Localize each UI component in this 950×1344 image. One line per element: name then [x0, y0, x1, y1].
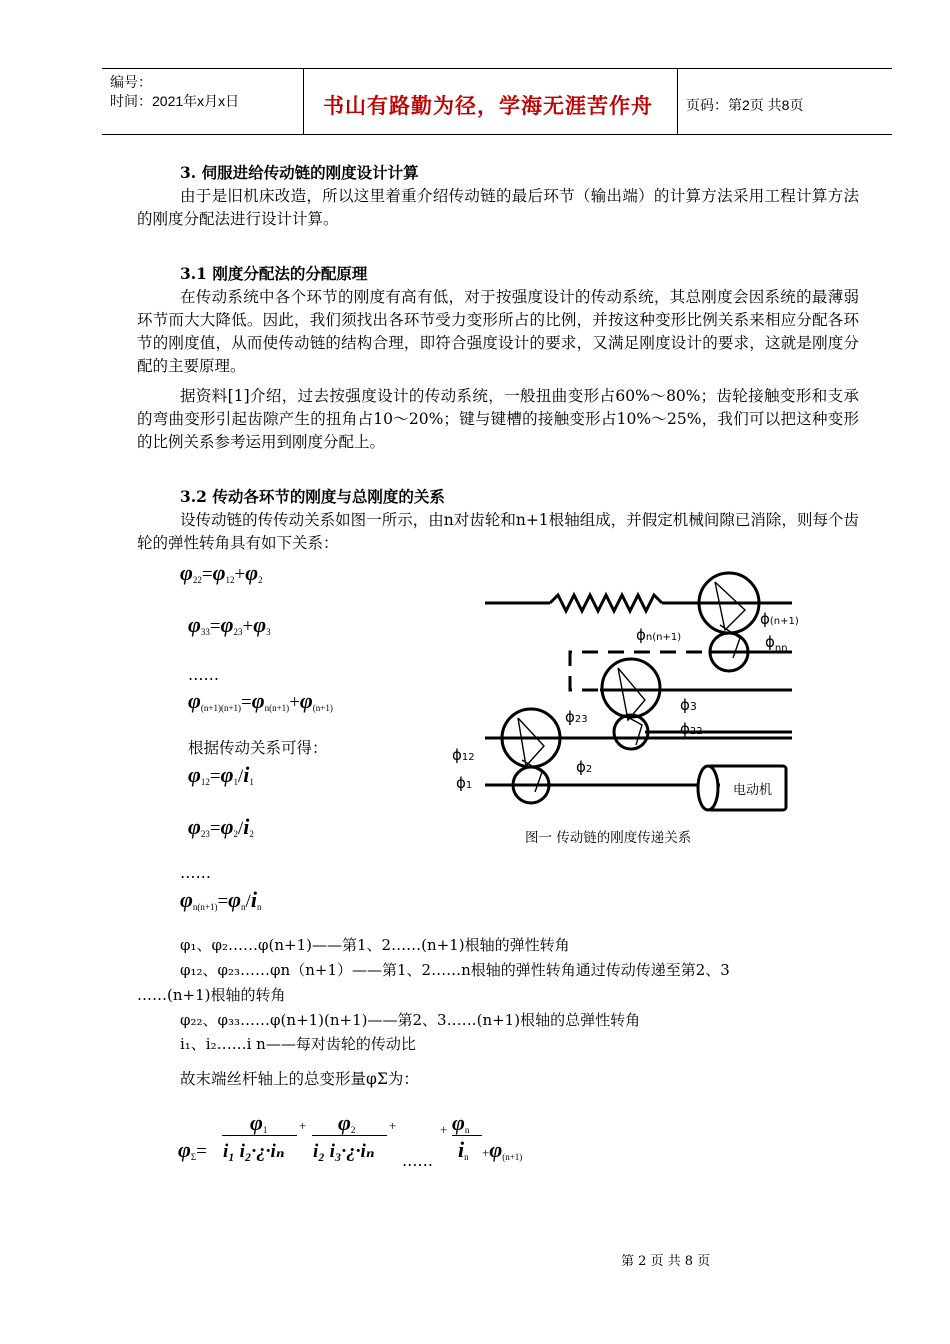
header-top-rule [102, 68, 892, 69]
gear-middle-large [602, 659, 660, 717]
dashed-link [570, 652, 702, 690]
document-time: 时间：2021年x月x日 [110, 93, 240, 109]
section-3-1-paragraph-1: 在传动系统中各个环节的刚度有高有低，对于按强度设计的传动系统，其总刚度会因系统的最薄弱环节而大大降低。因此，我们须找出各环节受力变形所占的比例，并按这种变形比例关系来相应分配各环节的刚度值，从而使传动链的结构合理，即符合强度设计的要求，又满足刚度设计的要求，这就是刚度分配的主要原理。 [137, 288, 859, 375]
motor-label: 电动机 [733, 783, 773, 798]
equation-phi-n-n1: $\varphi_{n(n+1)}=\varphi_n/i_n$ [180, 887, 262, 912]
label-phi-3: ϕ3 [680, 696, 697, 714]
section-3-heading: 3. 伺服进给传动链的刚度设计计算 [180, 163, 419, 182]
total-lhs: $\varphi_\Sigma=$ [178, 1137, 207, 1162]
label-phi-1: ϕ1 [456, 774, 473, 792]
total-last-term: $+\varphi_{(n+1)}$ [482, 1137, 523, 1162]
equation-phi12: $\varphi_{12}=\varphi_1/i_1$ [188, 762, 254, 787]
equation-ellipsis-1: …… [188, 666, 219, 684]
fraction-2-bar [312, 1135, 387, 1136]
definition-3: φ₂₂、φ₃₃……φ(n+1)(n+1)——第2、3……(n+1)根轴的总弹性转角 [180, 1011, 641, 1029]
page-footer: 第 2 页 共 8 页 [621, 1254, 711, 1269]
relation-intro: 根据传动关系可得： [188, 739, 328, 757]
label-phi-22: ϕ22 [680, 720, 703, 738]
fraction-3-bar [452, 1135, 482, 1136]
header-divider-1 [303, 68, 304, 135]
page-indicator: 页码：第2页 共8页 [686, 97, 804, 113]
equation-phi23: $\varphi_{23}=\varphi_2/i_2$ [188, 814, 254, 839]
equation-phi33: $\varphi_{33}=\varphi_{23}+\varphi_3$ [188, 612, 271, 637]
fraction-1-bar [222, 1135, 297, 1136]
section-3-1-paragraph-2: 据资料[1]介绍，过去按强度设计的传动系统，一般扭曲变形占60%～80%；齿轮接触变形和支承的弯曲变形引起齿隙产生的扭角占10～20%；键与键槽的接触变形占10%～25%，我们可以把这种变形的比例关系参考运用到刚度分配上。 [137, 387, 859, 451]
header-bottom-rule [102, 134, 892, 135]
transmission-chain-figure [440, 560, 810, 860]
equation-phi22: $\varphi_{22}=\varphi_{12}+\varphi_2$ [180, 560, 263, 585]
label-phi-n-n1: ϕn(n+1) [636, 626, 682, 644]
total-deformation-text: 故末端丝杆轴上的总变形量φΣ为： [180, 1070, 419, 1088]
plus-1: + [299, 1118, 307, 1133]
plus-3: + [440, 1122, 448, 1137]
fraction-1-numerator: $\varphi_1$ [250, 1110, 268, 1135]
fraction-2-denominator: i₂ i₃·¿·iₙ [313, 1141, 375, 1162]
plus-2: + [389, 1118, 397, 1133]
section-3-paragraph: 由于是旧机床改造，所以这里着重介绍传动链的最后环节（输出端）的计算方法采用工程计算方法的刚度分配法进行设计计算。 [137, 187, 859, 228]
section-3-2-paragraph: 设传动链的传传动关系如图一所示，由n对齿轮和n+1根轴组成，并假定机械间隙已消除，则每个齿轮的弹性转角具有如下关系： [137, 511, 859, 552]
figure-caption: 图一 传动链的刚度传递关系 [525, 830, 692, 846]
fraction-1-denominator: i₁ i₂·¿·iₙ [223, 1141, 285, 1162]
definition-4: i₁、i₂……i n——每对齿轮的传动比 [180, 1035, 416, 1053]
fraction-3-denominator: $i_n$ [458, 1137, 469, 1162]
fraction-2-numerator: $\varphi_2$ [338, 1110, 356, 1135]
document-number: 编号： [110, 74, 152, 90]
total-ellipsis: …… [402, 1152, 433, 1170]
header-motto: 书山有路勤为径，学海无涯苦作舟 [323, 94, 653, 118]
spring [550, 595, 662, 611]
section-3-1-heading: 3.1 刚度分配法的分配原理 [180, 264, 368, 283]
label-phi-nn: $\phi_{nn}$ [765, 633, 788, 654]
label-phi-2: ϕ2 [576, 758, 593, 776]
label-phi-23: ϕ23 [565, 708, 588, 726]
equation-ellipsis-2: …… [180, 864, 211, 882]
motor-end [698, 766, 718, 810]
definition-1: φ₁、φ₂……φ(n+1)——第1、2……(n+1)根轴的弹性转角 [180, 936, 570, 954]
section-3-2-heading: 3.2 传动各环节的刚度与总刚度的关系 [180, 487, 445, 506]
gear-middle-small [614, 715, 648, 749]
header-divider-2 [677, 68, 678, 135]
equation-phi-n1-n1: $\varphi_{(n+1)(n+1)}=\varphi_{n(n+1)}+\varphi_{(n+1)}$ [188, 688, 333, 713]
label-phi-n1: ϕ(n+1) [760, 610, 799, 628]
fraction-3-numerator: $\varphi_n$ [452, 1110, 470, 1135]
definition-2-cont: ……(n+1)根轴的转角 [137, 986, 286, 1004]
label-phi-12: ϕ12 [452, 746, 475, 764]
definition-2: φ₁₂、φ₂₃……φn（n+1）——第1、2……n根轴的弹性转角通过传动传递至第2、3 [180, 961, 730, 979]
